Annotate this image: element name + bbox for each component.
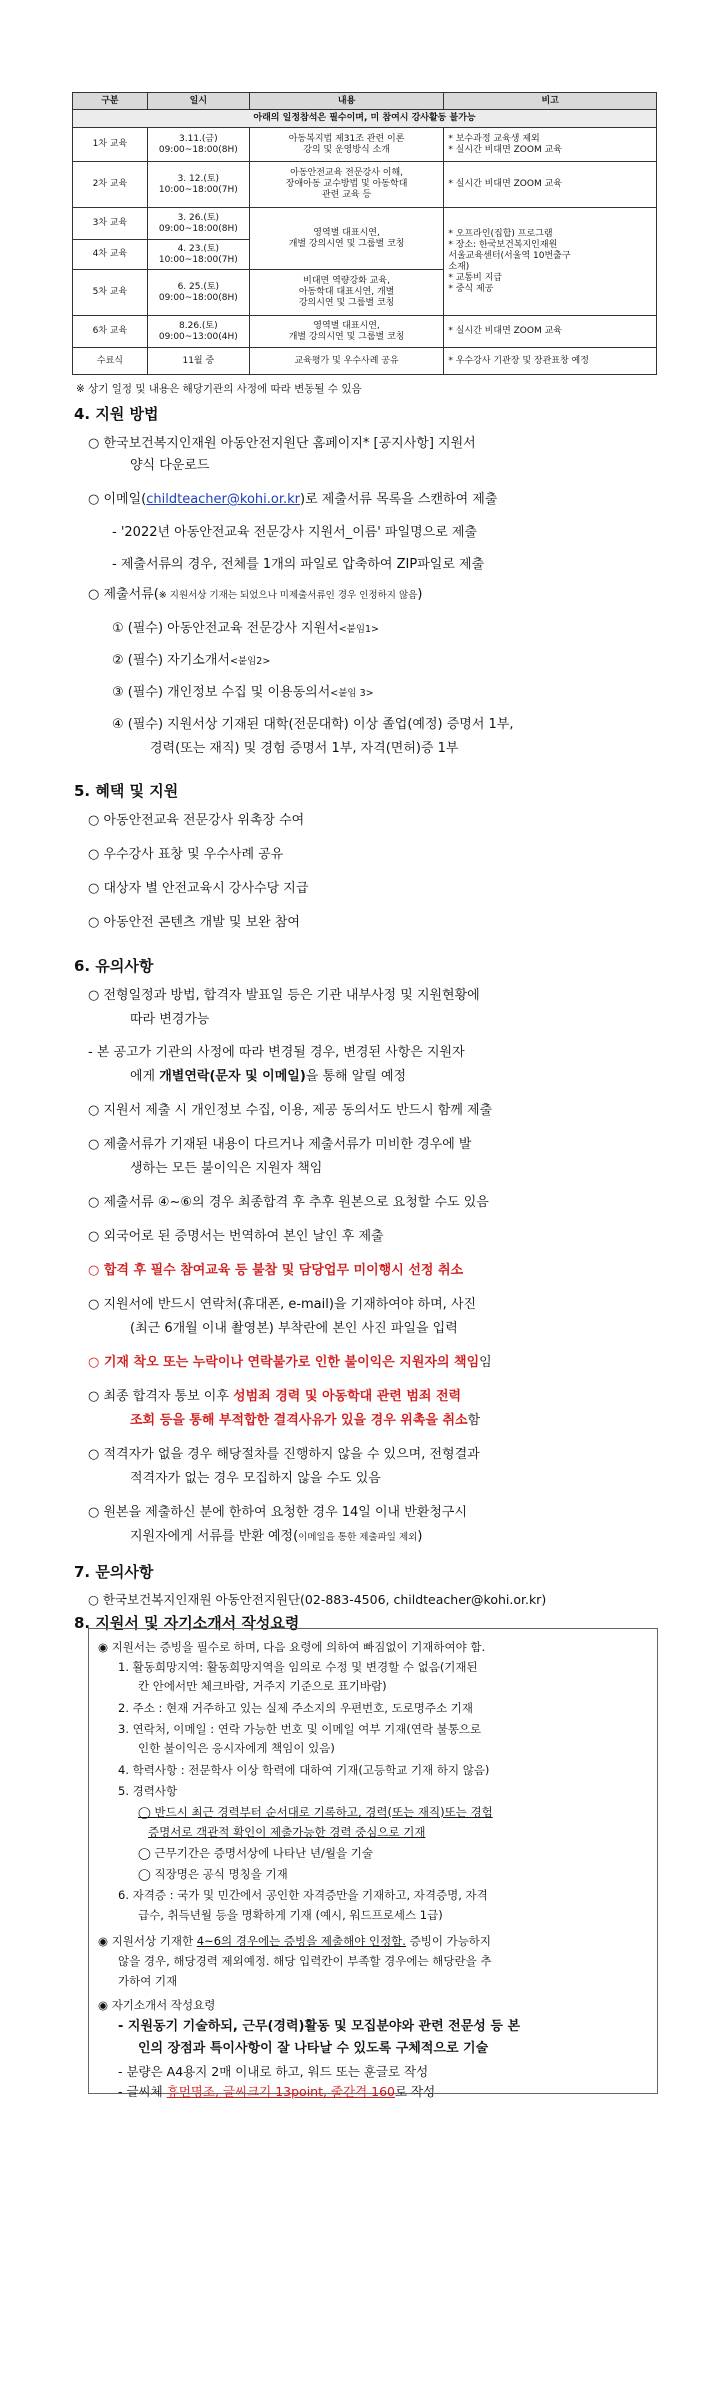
- s6-line: ○ 지원서에 반드시 연락처(휴대폰, e-mail)을 기재하여야 하며, 사진: [88, 1297, 477, 1312]
- row-content: 아동복지법 제31조 관련 이론 강의 및 운영방식 소개: [249, 128, 444, 162]
- table-row: [73, 348, 657, 375]
- s4-doc-item: ④ (필수) 지원서상 기재된 대학(전문대학) 이상 졸업(예정) 증명서 1부,: [112, 717, 514, 732]
- s6-line: ○ 제출서류 ④~⑥의 경우 최종합격 후 추후 원본으로 요청할 수도 있음: [88, 1195, 489, 1210]
- schedule-footnote: ※ 상기 일정 및 내용은 해당기관의 사정에 따라 변동될 수 있음: [76, 383, 362, 395]
- guide-line: 인한 불이익은 응시자에게 책임이 있음): [138, 1741, 335, 1755]
- guide-line: 급수, 취득년월 등을 명확하게 기재 (예시, 워드프로세스 1급): [138, 1908, 443, 1922]
- s6-line: ○ 제출서류가 기재된 내용이 다르거나 제출서류가 미비한 경우에 발: [88, 1137, 472, 1152]
- guide-line: 3. 연락처, 이메일 : 연락 가능한 번호 및 이메일 여부 기재(연락 불통으로: [118, 1722, 482, 1736]
- section-5-title: 5. 혜택 및 지원: [74, 782, 179, 800]
- row-name: 2차 교육: [73, 162, 148, 208]
- row-note: * 우수강사 기관장 및 장관표창 예정: [444, 348, 657, 375]
- row-name: 수료식: [73, 348, 148, 375]
- row-content: 아동안전교육 전문강사 이해, 장애아동 교수방법 및 아동학대 관련 교육 등: [249, 162, 444, 208]
- table-row: [73, 316, 657, 348]
- guide-line: ◉ 지원서는 증빙을 필수로 하며, 다음 요령에 의하여 빠짐없이 기재하여야 함.: [98, 1640, 486, 1654]
- row-note: * 실시간 비대면 ZOOM 교육: [444, 316, 657, 348]
- s4-doc-item: ③ (필수) 개인정보 수집 및 이용동의서<붙임 3>: [112, 685, 374, 700]
- row-name: 5차 교육: [73, 270, 148, 316]
- col-header-type: 구분: [73, 93, 148, 110]
- s4-line: - 제출서류의 경우, 전체를 1개의 파일로 압축하여 ZIP파일로 제출: [112, 557, 485, 572]
- guide-line: 칸 안에서만 체크바람, 거주지 기준으로 표기바람): [138, 1679, 387, 1693]
- row-date: 6. 25.(토) 09:00~18:00(8H): [147, 270, 249, 316]
- s4-line: ○ 한국보건복지인재원 아동안전지원단 홈페이지* [공지사항] 지원서: [88, 436, 476, 451]
- s6-line: ○ 전형일정과 방법, 합격자 발표일 등은 기관 내부사정 및 지원현황에: [88, 988, 480, 1003]
- section-4-title: 4. 지원 방법: [74, 405, 159, 423]
- s4-docs-line: ○ 제출서류(※ 지원서상 기재는 되었으나 미제출서류인 경우 인정하지 않음): [88, 587, 423, 602]
- table-row: [73, 162, 657, 208]
- s4-doc-item-cont: 경력(또는 재직) 및 경험 증명서 1부, 자격(면허)증 1부: [150, 741, 459, 756]
- guide-line: 가하여 기재: [118, 1974, 178, 1988]
- s6-warning-line: ○ 합격 후 필수 참여교육 등 불참 및 담당업무 미이행시 선정 취소: [88, 1263, 464, 1278]
- s4-line: - '2022년 아동안전교육 전문강사 지원서_이름' 파일명으로 제출: [112, 525, 478, 540]
- table-row: [73, 128, 657, 162]
- guide-line: - 글씨체 휴먼명조, 글씨크기 13point, 줄간격 160로 작성: [118, 2084, 436, 2099]
- col-header-date: 일시: [147, 93, 249, 110]
- s6-line: ○ 지원서 제출 시 개인정보 수집, 이용, 제공 동의서도 반드시 함께 제출: [88, 1103, 493, 1118]
- guide-line: - 분량은 A4용지 2매 이내로 하고, 워드 또는 훈글로 작성: [118, 2064, 429, 2079]
- section-6-title: 6. 유의사항: [74, 957, 154, 975]
- contact-line: ○ 한국보건복지인재원 아동안전지원단(02-883-4506, childteacher@kohi.or.kr): [88, 1592, 547, 1607]
- s4-line: 양식 다운로드: [130, 458, 210, 473]
- guide-line: ◯ 반드시 최근 경력부터 순서대로 기록하고, 경력(또는 재직)또는 경험: [138, 1805, 493, 1819]
- s4-doc-item: ① (필수) 아동안전교육 전문강사 지원서<붙임1>: [112, 621, 380, 636]
- s4-email-line: ○ 이메일(childteacher@kohi.or.kr)로 제출서류 목록을 스캔하여 제출: [88, 492, 498, 507]
- row-name: 3차 교육: [73, 208, 148, 240]
- row-name: 1차 교육: [73, 128, 148, 162]
- s6-line: 따라 변경가능: [130, 1012, 210, 1027]
- s6-line: 에게 개별연락(문자 및 이메일)을 통해 알릴 예정: [130, 1069, 407, 1084]
- s6-line: 생하는 모든 불이익은 지원자 책임: [130, 1161, 323, 1176]
- row-note: * 실시간 비대면 ZOOM 교육: [444, 162, 657, 208]
- section-8-title: 8. 지원서 및 자기소개서 작성요령: [74, 1614, 300, 1632]
- row-date: 8.26.(토) 09:00~13:00(4H): [147, 316, 249, 348]
- guide-line: 5. 경력사항: [118, 1784, 178, 1798]
- row-name: 6차 교육: [73, 316, 148, 348]
- s6-line: ○ 외국어로 된 증명서는 번역하여 본인 날인 후 제출: [88, 1229, 384, 1244]
- row-date: 3. 26.(토) 09:00~18:00(8H): [147, 208, 249, 240]
- list-item: ○ 아동안전교육 전문강사 위촉장 수여: [88, 813, 305, 828]
- guide-line: ◯ 직장명은 공식 명칭을 기재: [138, 1867, 288, 1881]
- row-name: 4차 교육: [73, 240, 148, 270]
- guide-line: 6. 자격증 : 국가 및 민간에서 공인한 자격증만을 기재하고, 자격증명, 자격: [118, 1888, 488, 1902]
- guide-line: 않을 경우, 해당경력 제외예정. 해당 입력칸이 부족할 경우에는 해당란을 추: [118, 1954, 492, 1968]
- email-link[interactable]: childteacher@kohi.or.kr: [146, 492, 300, 507]
- schedule-table: [72, 92, 657, 375]
- s6-line: ○ 적격자가 없을 경우 해당절차를 진행하지 않을 수 있으며, 전형결과: [88, 1447, 480, 1462]
- list-item: ○ 대상자 별 안전교육시 강사수당 지급: [88, 881, 309, 896]
- table-row: [73, 208, 657, 240]
- guide-line: ◉ 지원서상 기재한 4~6의 경우에는 증빙을 제출해야 인정함. 증빙이 가능하지: [98, 1934, 492, 1948]
- col-header-content: 내용: [249, 93, 444, 110]
- row-content: 비대면 역량강화 교육, 아동학대 대표시연, 개별 강의시연 및 그룹별 코칭: [249, 270, 444, 316]
- guide-line: 4. 학력사항 : 전문학사 이상 학력에 대하여 기재(고등학교 기재 하지 않음): [118, 1763, 490, 1777]
- row-date: 3.11.(금) 09:00~18:00(8H): [147, 128, 249, 162]
- row-date: 4. 23.(토) 10:00~18:00(7H): [147, 240, 249, 270]
- guide-line: 2. 주소 : 현재 거주하고 있는 실제 주소지의 우편번호, 도로명주소 기재: [118, 1701, 473, 1715]
- row-content: 교육평가 및 우수사례 공유: [249, 348, 444, 375]
- guide-line: - 지원동기 기술하되, 근무(경력)활동 및 모집분야와 관련 전문성 등 본: [118, 2019, 521, 2034]
- list-item: ○ 아동안전 콘텐츠 개발 및 보완 참여: [88, 915, 300, 930]
- row-date: 11월 중: [147, 348, 249, 375]
- section-7-title: 7. 문의사항: [74, 1563, 154, 1581]
- guide-line: ◉ 자기소개서 작성요령: [98, 1998, 216, 2012]
- s6-warning-line: 조회 등을 통해 부적합한 결격사유가 있을 경우 위촉을 취소함: [130, 1413, 481, 1428]
- schedule-notice: 아래의 일정참석은 필수이며, 미 참여시 강사활동 불가능: [73, 110, 657, 128]
- s6-warning-line: ○ 최종 합격자 통보 이후 성범죄 경력 및 아동학대 관련 범죄 전력: [88, 1389, 462, 1404]
- guide-line: 증명서로 객관적 확인이 제출가능한 경력 중심으로 기재: [148, 1825, 426, 1839]
- s4-doc-item: ② (필수) 자기소개서<붙임2>: [112, 653, 271, 668]
- s6-line: 적격자가 없는 경우 모집하지 않을 수도 있음: [130, 1471, 381, 1486]
- guide-line: 인의 장점과 특이사항이 잘 나타날 수 있도록 구체적으로 기술: [138, 2041, 489, 2056]
- s6-line: - 본 공고가 기관의 사정에 따라 변경될 경우, 변경된 사항은 지원자: [88, 1045, 465, 1060]
- list-item: ○ 우수강사 표창 및 우수사례 공유: [88, 847, 284, 862]
- guide-line: ◯ 근무기간은 증명서상에 나타난 년/월을 기술: [138, 1846, 373, 1860]
- col-header-note: 비고: [444, 93, 657, 110]
- s6-line: (최근 6개월 이내 촬영본) 부착란에 본인 사진 파일을 입력: [130, 1321, 458, 1336]
- s6-warning-line: ○ 기재 착오 또는 누락이나 연락불가로 인한 불이익은 지원자의 책임임: [88, 1355, 492, 1370]
- s6-line: 지원자에게 서류를 반환 예정(이메일을 통한 제출파일 제외): [130, 1529, 423, 1544]
- row-note: * 오프라인(집합) 프로그램 * 장소: 한국보건복지인재원 서울교육센터(서울역 10번출구 소재) * 교통비 지급 * 중식 제공: [444, 208, 657, 316]
- row-content: 영역별 대표시연, 개별 강의시연 및 그룹별 코칭: [249, 316, 444, 348]
- row-content: 영역별 대표시연, 개별 강의시연 및 그룹별 코칭: [249, 208, 444, 270]
- guide-line: 1. 활동희망지역: 활동희망지역을 임의로 수정 및 변경할 수 없음(기재된: [118, 1660, 478, 1674]
- row-note: * 보수과정 교육생 제외 * 실시간 비대면 ZOOM 교육: [444, 128, 657, 162]
- s6-line: ○ 원본을 제출하신 분에 한하여 요청한 경우 14일 이내 반환청구시: [88, 1505, 468, 1520]
- row-date: 3. 12.(토) 10:00~18:00(7H): [147, 162, 249, 208]
